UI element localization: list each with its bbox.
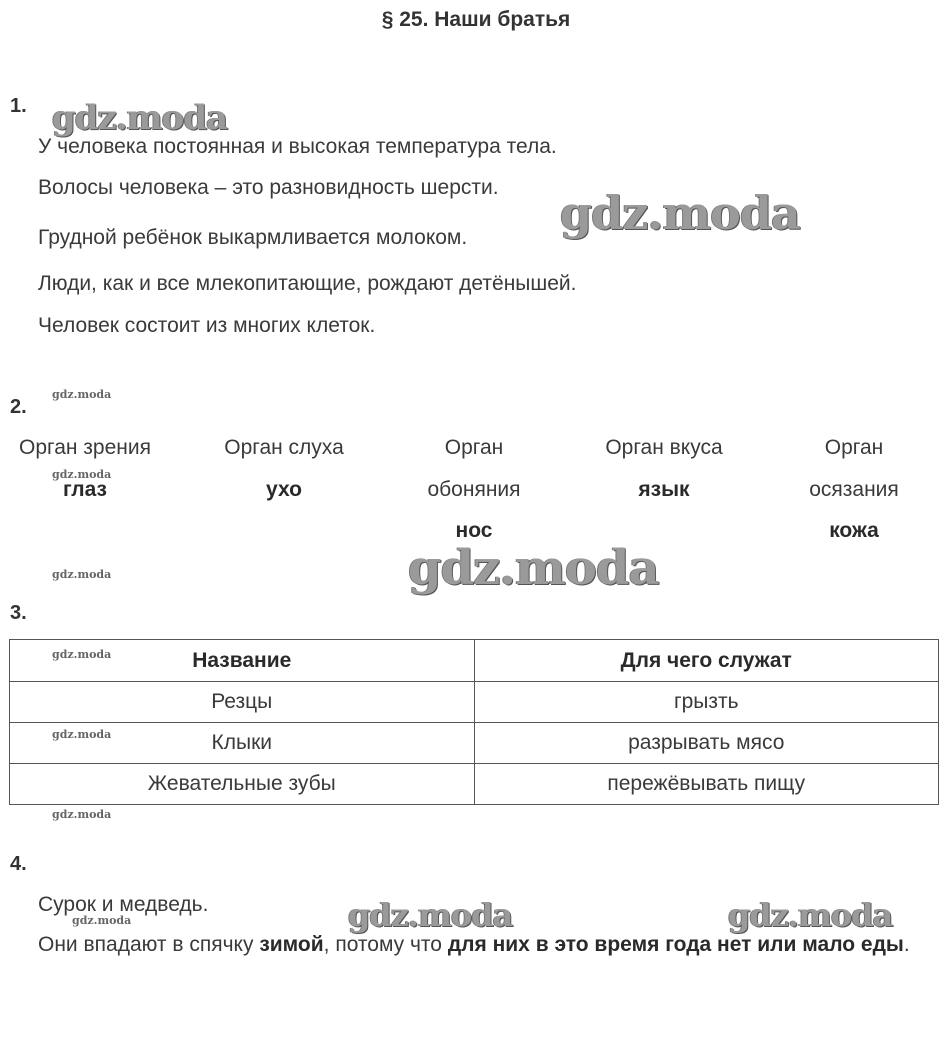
organ-label-2: осязания	[809, 478, 899, 501]
organ-label: Орган	[824, 436, 884, 459]
organ-answer: язык	[638, 478, 690, 501]
organ-label: Орган зрения	[18, 436, 151, 459]
answer-text: , потому что	[323, 933, 448, 956]
answer-bold: зимой	[259, 933, 324, 956]
task-1-line: Грудной ребёнок выкармливается молоком.	[38, 226, 468, 249]
organ-label: Орган вкуса	[605, 436, 723, 459]
table-cell: Клыки	[10, 723, 475, 764]
organ-answer: нос	[455, 519, 493, 542]
table-cell: пережёвывать пищу	[474, 764, 939, 805]
task-1-line: Человек состоит из многих клеток.	[38, 314, 376, 337]
table-header-row	[10, 640, 939, 682]
watermark-logo: gdz.moda	[560, 186, 800, 240]
table-cell: разрывать мясо	[474, 723, 939, 764]
watermark-logo: gdz.moda	[348, 896, 513, 934]
task-1-line: Люди, как и все млекопитающие, рождают детёнышей.	[38, 272, 577, 295]
watermark-logo: gdz.moda	[728, 896, 893, 934]
table-cell: Жевательные зубы	[10, 764, 475, 805]
task-2-number: 2.	[10, 396, 27, 418]
watermark-small: gdz.moda	[52, 568, 112, 581]
organ-answer: глаз	[63, 478, 107, 501]
watermark-logo: gdz.moda	[52, 98, 228, 138]
task-1-line: У человека постоянная и высокая температура тела.	[38, 135, 557, 158]
organ-answer: ухо	[266, 478, 302, 501]
table-cell: грызть	[474, 682, 939, 723]
table-cell: Резцы	[10, 682, 475, 723]
watermark-small: gdz.moda	[52, 728, 112, 741]
organ-label: Орган	[444, 436, 504, 459]
watermark-small: gdz.moda	[52, 468, 112, 481]
watermark-small: gdz.moda	[52, 388, 112, 401]
answer-text: .	[903, 933, 910, 956]
table-header: Для чего служат	[474, 640, 939, 682]
watermark-small: gdz.moda	[72, 914, 132, 927]
task-4-line: Сурок и медведь.	[38, 893, 209, 916]
task-4-number: 4.	[10, 853, 27, 875]
page-title: § 25. Наши братья	[381, 8, 571, 31]
table-row	[10, 682, 939, 723]
answer-bold: для них в это время года нет или мало еды	[447, 933, 904, 956]
organ-label-2: обоняния	[427, 478, 521, 501]
table-row	[10, 764, 939, 805]
task-1-line: Волосы человека – это разновидность шерсти.	[38, 176, 499, 199]
organ-label: Орган слуха	[224, 436, 344, 459]
table-row	[10, 723, 939, 764]
task-3-number: 3.	[10, 602, 27, 624]
teeth-table	[9, 639, 939, 805]
answer-text: Они впадают в спячку	[38, 933, 260, 956]
watermark-logo: gdz.moda	[408, 540, 659, 596]
task-1-number: 1.	[10, 95, 27, 117]
organ-answer: кожа	[829, 519, 879, 542]
table-header: Название	[10, 640, 475, 682]
watermark-small: gdz.moda	[52, 808, 112, 821]
watermark-small: gdz.moda	[52, 648, 112, 661]
